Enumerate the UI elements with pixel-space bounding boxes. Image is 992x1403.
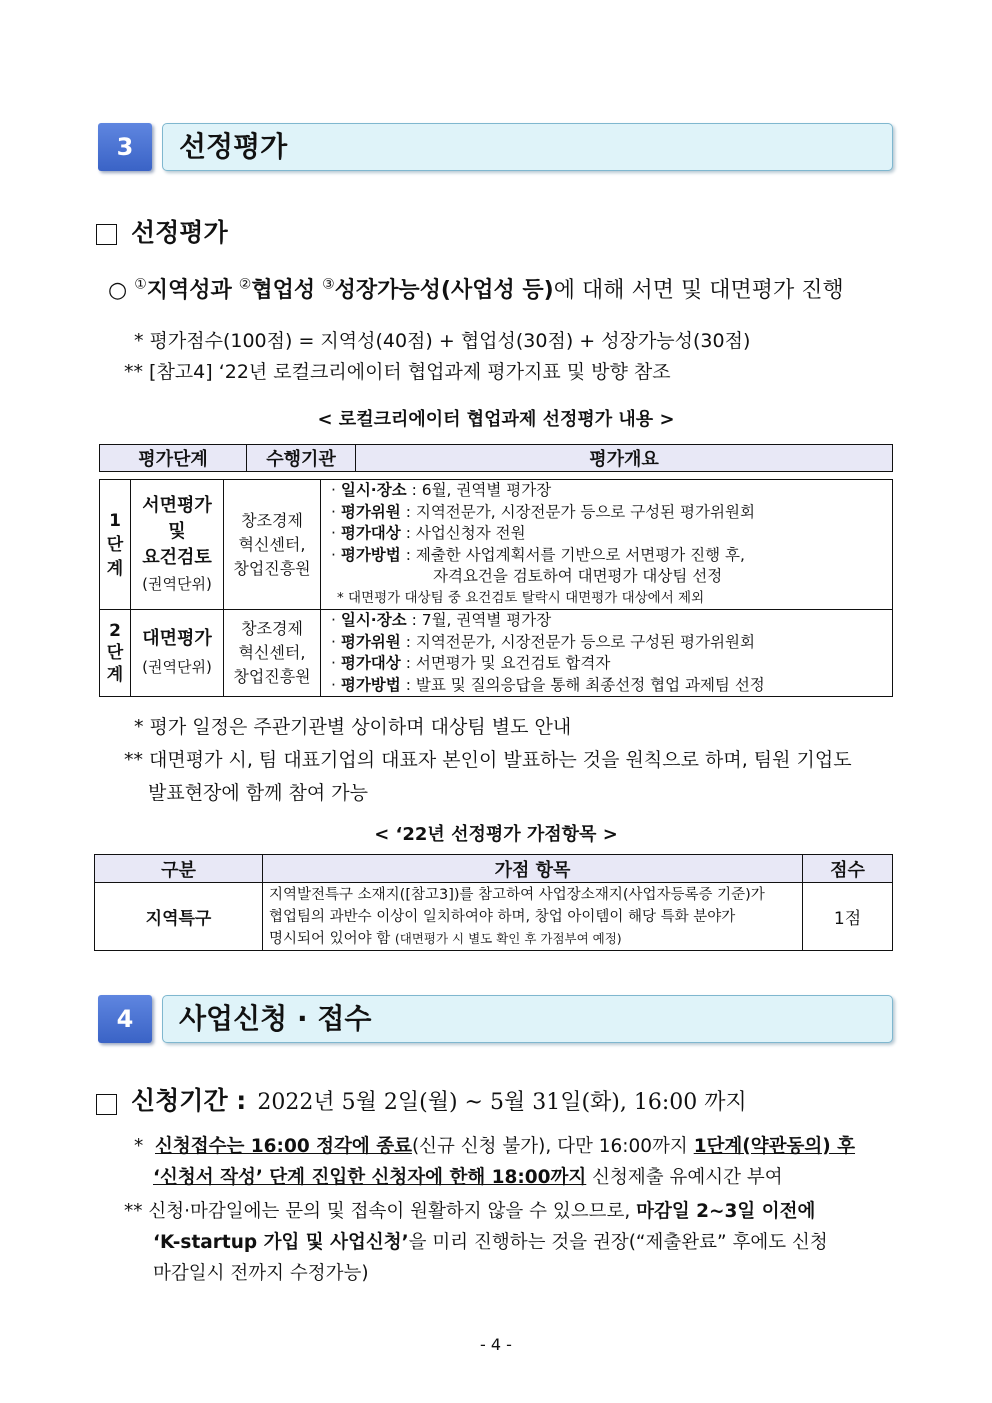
- col-header: 수행기관: [247, 445, 356, 472]
- category-cell: 지역특구: [95, 883, 263, 951]
- schedule-note: * 평가 일정은 주관기관별 상이하며 대상팀 별도 안내: [134, 716, 572, 738]
- col-header: 평가개요: [356, 445, 893, 472]
- stage-cell: 2 단 계: [100, 610, 131, 697]
- col-header: 점수: [803, 855, 893, 883]
- circle-bullet-icon: ○: [108, 278, 128, 303]
- score-cell: 1점: [803, 883, 893, 951]
- eval-heading: 선정평가: [96, 213, 228, 249]
- checkbox-square-icon: [96, 224, 117, 245]
- section-title: 선정평가: [179, 130, 288, 163]
- bonus-table: [94, 854, 893, 951]
- reference-note: ** [참고4] ‘22년 로컬크리에이터 협업과제 평가지표 및 방향 참조: [124, 361, 671, 383]
- presentation-note-cont: 발표현장에 함께 참여 가능: [148, 782, 369, 804]
- eval-criteria-bullet: ○ ①지역성과 ②협업성 ③성장가능성(사업성 등)에 대해 서면 및 대면평가 진행: [108, 276, 844, 303]
- org-cell: 창조경제 혁신센터, 창업진흥원: [224, 480, 321, 610]
- col-header: 가점 항목: [263, 855, 803, 883]
- type-cell: 서면평가 및 요건검토 (권역단위): [131, 480, 224, 610]
- table1-caption: < 로컬크리에이터 협업과제 선정평가 내용 >: [317, 409, 675, 430]
- type-cell: 대면평가 (권역단위): [131, 610, 224, 697]
- col-header: 구분: [95, 855, 263, 883]
- section-title-bar: [162, 995, 893, 1043]
- col-header: 평가단계: [100, 445, 247, 472]
- section-title-bar: [162, 123, 893, 171]
- table1-header: [99, 444, 893, 472]
- page-number: - 4 -: [480, 1335, 512, 1354]
- checkbox-square-icon: [96, 1094, 117, 1115]
- table-row: [100, 610, 893, 697]
- table-row: [95, 883, 893, 951]
- early-apply-note: ** 신청·마감일에는 문의 및 접속이 원활하지 않을 수 있으므로, 마감일 2~3일 이전에 ‘K-startup 가입 및 사업신청’을 미리 진행하는 것을 권장(“제출완료” 후에도 신청 마감일시 전까지 수정가능): [124, 1201, 828, 1284]
- section-number: 3: [98, 123, 152, 171]
- section-4-header: [98, 995, 893, 1045]
- application-period: 신청기간 : 2022년 5월 2일(월) ~ 5월 31일(화), 16:00 까지: [96, 1081, 747, 1117]
- section-3-header: [98, 123, 893, 173]
- section-number: 4: [98, 995, 152, 1043]
- deadline-note: * 신청접수는 16:00 정각에 종료(신규 신청 불가), 다만 16:00까지 1단계(약관동의) 후 ‘신청서 작성’ 단계 진입한 신청자에 한해 18:00까지 신청제출 유예시간 부여: [134, 1136, 856, 1188]
- section-title: 사업신청 · 접수: [179, 1002, 372, 1035]
- table2-caption: < ‘22년 선정평가 가점항목 >: [374, 824, 618, 845]
- summary-cell: · 일시·장소 : 6월, 권역별 평가장 · 평가위원 : 지역전문가, 시장전문가 등으로 구성된 평가위원회 · 평가대상 : 사업신청자 전원 · 평가방법 : 제출한 사업계획서를 기반으로 서면평가 진행 후, 자격요건을 검토하여 대면평가 대상팀 선정 * 대면평가 대상팀 중 요건검토 탈락시 대면평가 대상에서 제외: [321, 480, 893, 610]
- summary-cell: · 일시·장소 : 7월, 권역별 평가장 · 평가위원 : 지역전문가, 시장전문가 등으로 구성된 평가위원회 · 평가대상 : 서면평가 및 요건검토 합격자 · 평가방법 : 발표 및 질의응답을 통해 최종선정 협업 과제팀 선정: [321, 610, 893, 697]
- stage-cell: 1 단 계: [100, 480, 131, 610]
- table1-body: [99, 479, 893, 697]
- bonus-item-cell: 지역발전특구 소재지([참고3])를 참고하여 사업장소재지(사업자등록증 기준)가 협업팀의 과반수 이상이 일치하여야 하며, 창업 아이템이 해당 특화 분야가 명시되어 있어야 함 (대면평가 시 별도 확인 후 가점부여 예정): [263, 883, 803, 951]
- table-row: [100, 480, 893, 610]
- org-cell: 창조경제 혁신센터, 창업진흥원: [224, 610, 321, 697]
- presentation-note: ** 대면평가 시, 팀 대표기업의 대표자 본인이 발표하는 것을 원칙으로 하며, 팀원 기업도: [124, 749, 852, 771]
- score-note: * 평가점수(100점) = 지역성(40점) + 협업성(30점) + 성장가능성(30점): [134, 330, 751, 352]
